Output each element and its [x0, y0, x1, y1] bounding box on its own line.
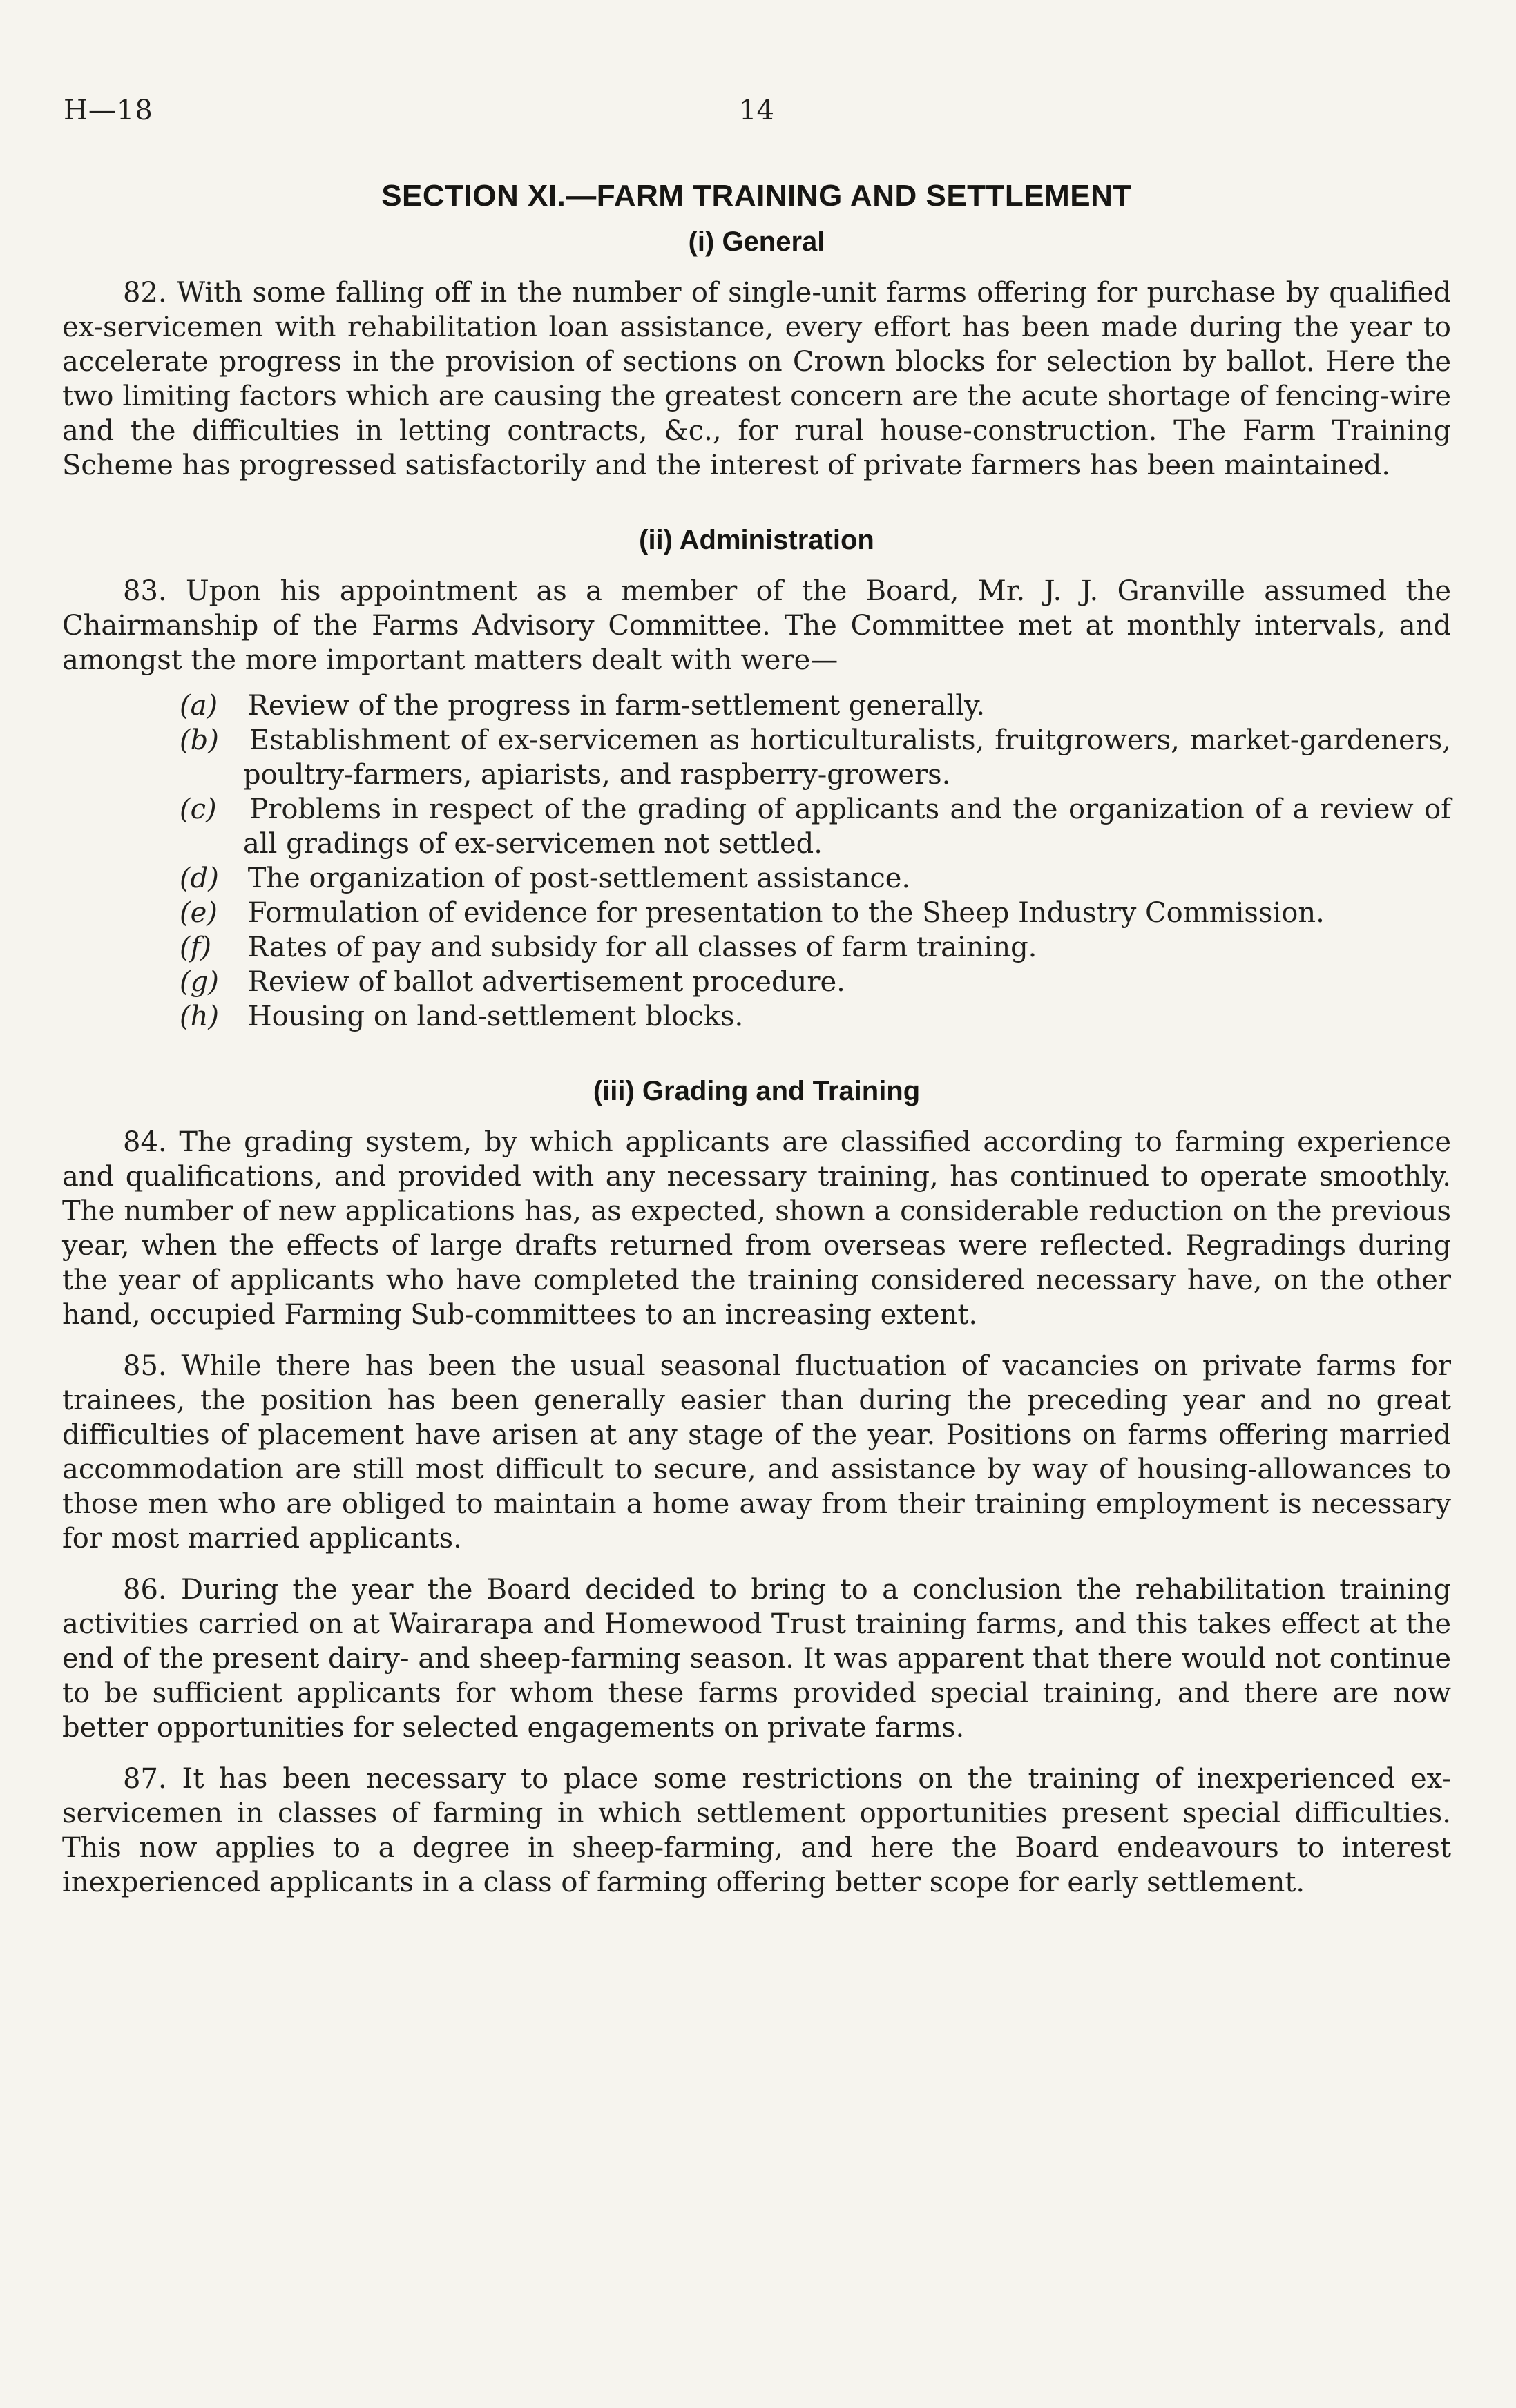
list-item-c: [62, 792, 1451, 861]
list-item-text: Review of the progress in farm-settlement generally.: [247, 690, 986, 722]
list-item-d: [62, 861, 1451, 896]
list-item-label: (b): [180, 724, 219, 756]
section-title: SECTION XI.—FARM TRAINING AND SETTLEMENT: [381, 179, 1132, 213]
list-item-a: [62, 688, 1451, 723]
list-item-text: Problems in respect of the grading of applicants and the organization of a review of all gradings of ex-servicemen not settled.: [243, 793, 1451, 860]
subsection-heading-general: (i) General: [688, 227, 825, 257]
list-item-text: The organization of post-settlement assistance.: [247, 863, 911, 894]
subsection-heading-administration: (ii) Administration: [639, 525, 874, 555]
list-item-label: (g): [180, 966, 219, 998]
list-item-b: [62, 723, 1451, 792]
list-item-label: (c): [180, 793, 217, 825]
list-item-e: [62, 896, 1451, 930]
paragraph-83: 83. Upon his appointment as a member of the Board, Mr. J. J. Granville assumed the Chairmanship of the Farms Advisory Committee. The Committee met at monthly intervals, and amongst the more important matters dealt with were—: [62, 575, 1451, 676]
subsection-heading-grading-and-training: (iii) Grading and Training: [593, 1076, 921, 1106]
list-item-g: [62, 965, 1451, 999]
paragraph-85: 85. While there has been the usual seasonal fluctuation of vacancies on private farms for trainees, the position has been generally easier than during the preceding year and no great difficulties of placement have arisen at any stage of the year. Positions on farms offering married accommodation are still most difficult to secure, and assistance by way of housing-allowances to those men who are obliged to maintain a home away from their training employment is necessary for most married applicants.: [62, 1350, 1451, 1554]
paragraph-82: 82. With some falling off in the number of single-unit farms offering for purchase by qualified ex-servicemen with rehabilitation loan assistance, every effort has been made during the year to accelerate progress in the provision of sections on Crown blocks for selection by ballot. Here the two limiting factors which are causing the greatest concern are the acute shortage of fencing-wire and the difficulties in letting contracts, &c., for rural house-construction. The Farm Training Scheme has progressed satisfactorily and the interest of private farmers has been maintained.: [62, 277, 1451, 481]
list-item-f: [62, 930, 1451, 965]
list-item-label: (e): [180, 897, 218, 929]
list-item-label: (a): [180, 690, 218, 722]
committee-matters-list: [62, 688, 1451, 1034]
report-code: H—18: [64, 95, 153, 126]
list-item-label: (d): [180, 863, 219, 894]
list-item-label: (h): [180, 1001, 219, 1032]
running-header: [62, 93, 1451, 129]
list-item-h: [62, 999, 1451, 1034]
paragraph-87: 87. It has been necessary to place some restrictions on the training of inexperienced ex-servicemen in classes of farming in which settlement opportunities present special difficulties. This now applies to a degree in sheep-farming, and here the Board endeavours to interest inexperienced applicants in a class of farming offering better scope for early settlement.: [62, 1763, 1451, 1898]
list-item-label: (f): [180, 932, 212, 963]
list-item-text: Establishment of ex-servicemen as horticulturalists, fruitgrowers, market-gardeners, poultry-farmers, apiarists, and raspberry-growers.: [243, 724, 1452, 791]
list-item-text: Formulation of evidence for presentation to the Sheep Industry Commission.: [247, 897, 1325, 929]
paragraph-86: 86. During the year the Board decided to bring to a conclusion the rehabilitation training activities carried on at Wairarapa and Homewood Trust training farms, and this takes effect at the end of the present dairy- and sheep-farming season. It was apparent that there would not continue to be sufficient applicants for whom these farms provided special training, and there are now better opportunities for selected engagements on private farms.: [62, 1574, 1451, 1744]
list-item-text: Housing on land-settlement blocks.: [247, 1001, 744, 1032]
paragraph-84: 84. The grading system, by which applicants are classified according to farming experience and qualifications, and provided with any necessary training, has continued to operate smoothly. The number of new applications has, as expected, shown a considerable reduction on the previous year, when the effects of large drafts returned from overseas were reflected. Regradings during the year of applicants who have completed the training considered necessary have, on the other hand, occupied Farming Sub-committees to an increasing extent.: [62, 1126, 1451, 1331]
list-item-text: Rates of pay and subsidy for all classes of farm training.: [247, 932, 1037, 963]
list-item-text: Review of ballot advertisement procedure.: [247, 966, 845, 998]
page-number: 14: [739, 95, 774, 126]
